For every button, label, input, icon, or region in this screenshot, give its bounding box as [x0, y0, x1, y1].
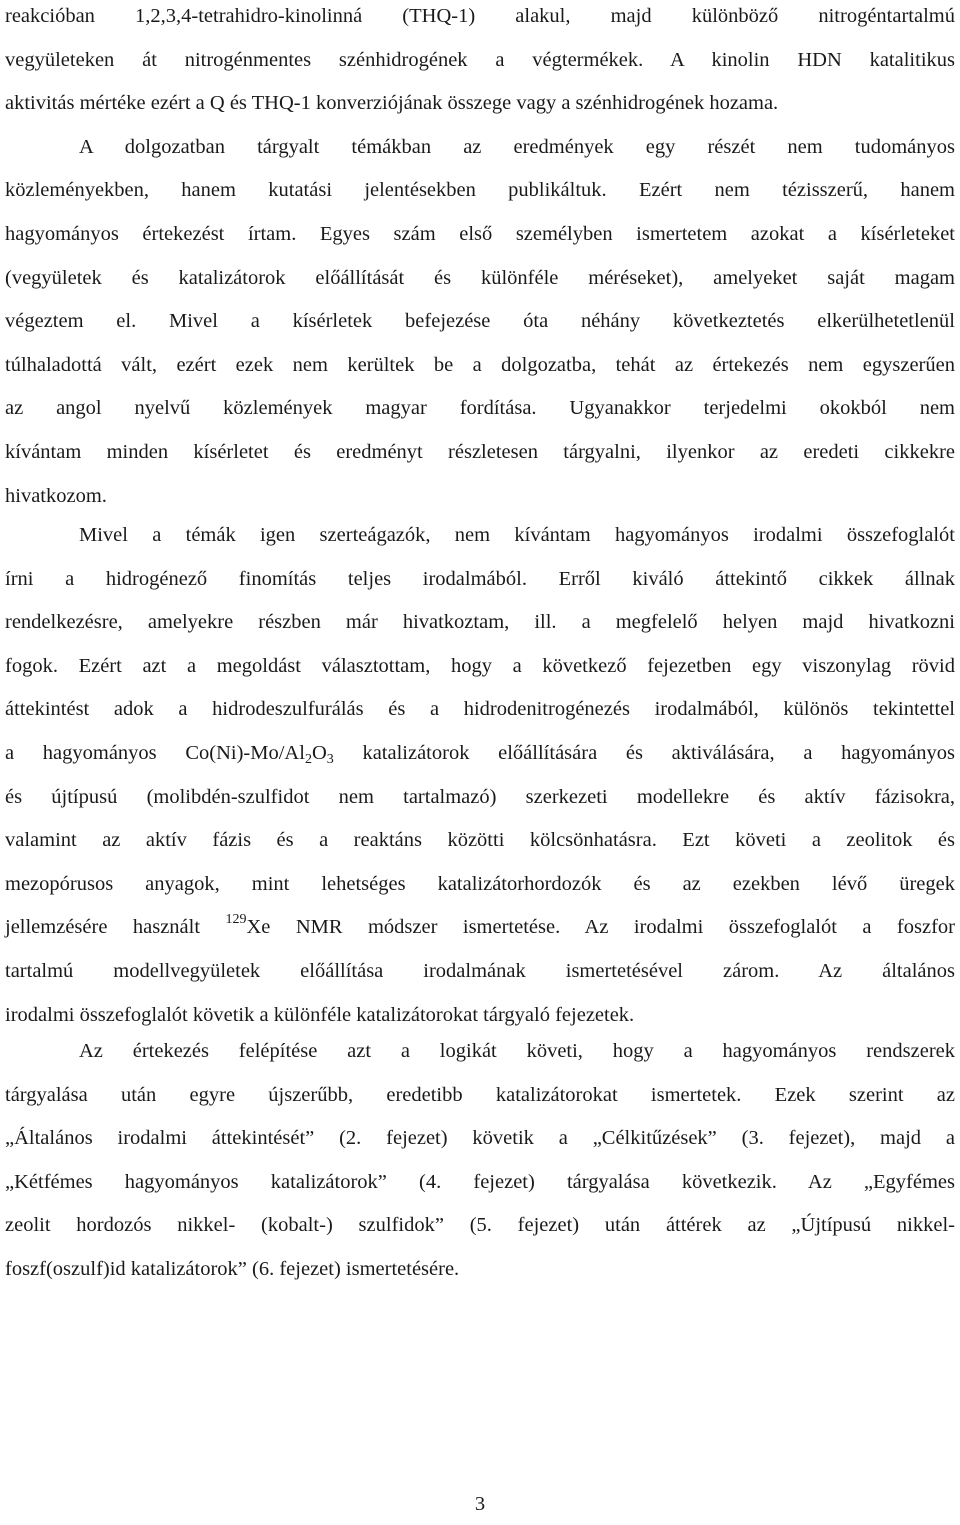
text-line: tartalmú modellvegyületek előállítása irodalmának ismertetésével zárom. Az általános	[5, 959, 955, 982]
text-line: reakcióban 1,2,3,4-tetrahidro-kinolinná (THQ-1) alakul, majd különböző nitrogéntartalmú	[5, 5, 955, 27]
superscript: 129	[225, 912, 247, 928]
text-line: az angol nyelvű közlemények magyar fordítása. Ugyanakkor terjedelmi okokból nem	[5, 397, 955, 420]
text-line: „Kétfémes hagyományos katalizátorok” (4. fejezet) tárgyalása következik. Az „Egyfémes	[5, 1170, 955, 1193]
text-line: „Általános irodalmi áttekintését” (2. fejezet) követik a „Célkitűzések” (3. fejezet), majd a	[5, 1127, 955, 1150]
text-line: hagyományos értekezést írtam. Egyes szám első személyben ismertetem azokat a kísérleteket	[5, 222, 955, 245]
text-line: áttekintést adok a hidrodeszulfurálás és a hidrodenitrogénezés irodalmából, különös tekintettel	[5, 698, 955, 721]
paragraph-intro	[5, 0, 955, 518]
text-line: Mivel a témák igen szerteágazók, nem kívántam hagyományos irodalmi összefoglalót	[79, 524, 955, 546]
text-line: hivatkozom.	[5, 484, 107, 507]
text-line: (vegyületek és katalizátorok előállítását és különféle méréseket), amelyeket saját magam	[5, 266, 955, 289]
text-line: közleményekben, hanem kutatási jelentésekben publikáltuk. Ezért nem tézisszerű, hanem	[5, 179, 955, 202]
text-line: írni a hidrogénező finomítás teljes irodalmából. Erről kiváló áttekintő cikkek állnak	[5, 567, 955, 590]
text-line: Az értekezés felépítése azt a logikát követi, hogy a hagyományos rendszerek	[79, 1040, 955, 1062]
text-line: vegyületeken át nitrogénmentes szénhidrogének a végtermékek. A kinolin HDN katalitikus	[5, 48, 955, 71]
text-line: irodalmi összefoglalót követik a különféle katalizátorokat tárgyaló fejezetek.	[5, 1003, 635, 1026]
text-fragment: a hagyományos Co(Ni)-Mo/Al	[5, 741, 305, 764]
subscript: 3	[326, 751, 334, 767]
paragraph-literature	[5, 514, 955, 1037]
page-number: 3	[474, 1493, 486, 1515]
text-fragment: jellemzésére használt	[5, 916, 226, 939]
text-line: mezopórusos anyagok, mint lehetséges katalizátorhordozók és az ezekben lévő üregek	[5, 872, 955, 895]
text-line: valamint az aktív fázis és a reaktáns közötti kölcsönhatásra. Ezt követi a zeolitok és	[5, 829, 955, 852]
paragraph-structure	[5, 1030, 955, 1292]
text-line: túlhaladottá vált, ezért ezek nem kerültek be a dolgozatba, tehát az értekezés nem egyszerűen	[5, 353, 955, 376]
text-line: végeztem el. Mivel a kísérletek befejezése óta néhány következtetés elkerülhetetlenül	[5, 310, 955, 333]
text-line: foszf(oszulf)id katalizátorok” (6. fejezet) ismertetésére.	[5, 1257, 460, 1280]
subscript: 2	[304, 751, 312, 767]
text-line: kívántam minden kísérletet és eredményt részletesen tárgyalni, ilyenkor az eredeti cikkekre	[5, 440, 955, 463]
text-line-formula	[5, 906, 955, 950]
text-line: fogok. Ezért azt a megoldást választottam, hogy a következő fejezetben egy viszonylag rövid	[5, 654, 955, 677]
text-line: tárgyalása után egyre újszerűbb, eredetibb katalizátorokat ismertetek. Ezek szerint az	[5, 1083, 955, 1106]
text-line: rendelkezésre, amelyekre részben már hivatkoztam, ill. a megfelelő helyen majd hivatkozni	[5, 611, 955, 634]
text-line-formula	[5, 732, 955, 776]
text-fragment: katalizátorok előállítására és aktiválására, a hagyományos	[333, 741, 955, 764]
text-fragment: Xe NMR módszer ismertetése. Az irodalmi összefoglalót a foszfor	[246, 916, 955, 939]
text-line: A dolgozatban tárgyalt témákban az eredmények egy részét nem tudományos	[79, 135, 955, 158]
text-fragment: O	[311, 741, 327, 764]
text-line: és újtípusú (molibdén-szulfidot nem tartalmazó) szerkezeti modellekre és aktív fázisokra,	[5, 785, 955, 808]
text-line: aktivitás mértéke ezért a Q és THQ-1 konverziójának összege vagy a szénhidrogének hozama.	[5, 92, 779, 115]
text-line: zeolit hordozós nikkel- (kobalt-) szulfidok” (5. fejezet) után áttérek az „Újtípusú nikkel-	[5, 1214, 955, 1237]
